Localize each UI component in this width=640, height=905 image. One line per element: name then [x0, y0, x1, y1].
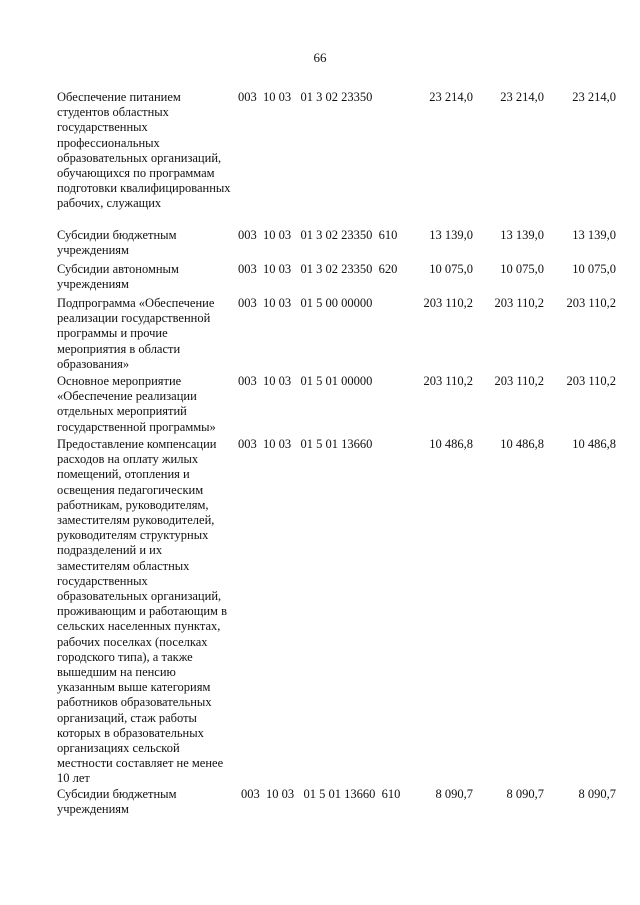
row-value-3: 10 075,0 — [572, 262, 616, 276]
row-value-2: 10 075,0 — [500, 262, 544, 276]
row-name: Предоставление компенсации расходов на оплату жилых помещений, отопления и освещения педагогическим работникам, руководителям, заместителям руководителей, руководителям структурных подразделений и их заместителям областных государственных образовательных организаций, проживающим и работающим в сельских населенных пунктах, рабочих поселках (поселках городского типа), а также вышедшим на пенсию указанным выше категориям работников образовательных организаций, стаж работы которых в образовательных организациях сельской местности составляет не менее 10 лет — [57, 437, 227, 786]
row-name: Подпрограмма «Обеспечение реализации государственной программы и прочие мероприятия в области образования» — [57, 296, 215, 371]
row-code: 003 10 03 01 3 02 23350 620 — [238, 262, 398, 276]
row-value-2: 8 090,7 — [506, 787, 544, 801]
row-value-3: 23 214,0 — [572, 90, 616, 104]
row-value-2: 13 139,0 — [500, 228, 544, 242]
row-value-1: 8 090,7 — [435, 787, 473, 801]
row-code: 003 10 03 01 3 02 23350 610 — [238, 228, 398, 242]
row-value-1: 10 075,0 — [429, 262, 473, 276]
row-value-1: 10 486,8 — [429, 437, 473, 451]
row-value-1: 23 214,0 — [429, 90, 473, 104]
row-value-3: 203 110,2 — [566, 296, 616, 310]
row-value-1: 13 139,0 — [429, 228, 473, 242]
page-number: 66 — [313, 50, 327, 65]
row-value-1: 203 110,2 — [423, 296, 473, 310]
row-code: 003 10 03 01 3 02 23350 — [238, 90, 373, 104]
row-value-3: 13 139,0 — [572, 228, 616, 242]
row-value-3: 10 486,8 — [572, 437, 616, 451]
row-value-3: 8 090,7 — [578, 787, 616, 801]
row-name: Субсидии бюджетным учреждениям — [57, 787, 177, 817]
row-value-1: 203 110,2 — [423, 374, 473, 388]
row-name: Основное мероприятие «Обеспечение реализации отдельных мероприятий государственной программы» — [57, 374, 216, 434]
row-name: Субсидии бюджетным учреждениям — [57, 228, 177, 258]
row-code: 003 10 03 01 5 01 00000 — [238, 374, 373, 388]
row-name: Субсидии автономным учреждениям — [57, 262, 179, 292]
row-code: 003 10 03 01 5 01 13660 610 — [241, 787, 401, 801]
row-value-2: 10 486,8 — [500, 437, 544, 451]
row-code: 003 10 03 01 5 00 00000 — [238, 296, 373, 310]
row-value-2: 203 110,2 — [494, 296, 544, 310]
row-value-2: 23 214,0 — [500, 90, 544, 104]
row-name: Обеспечение питанием студентов областных государственных профессиональных образовательных организаций, обучающихся по программам подготовки квалифицированных рабочих, служащих — [57, 90, 231, 211]
row-code: 003 10 03 01 5 01 13660 — [238, 437, 373, 451]
row-value-3: 203 110,2 — [566, 374, 616, 388]
row-value-2: 203 110,2 — [494, 374, 544, 388]
